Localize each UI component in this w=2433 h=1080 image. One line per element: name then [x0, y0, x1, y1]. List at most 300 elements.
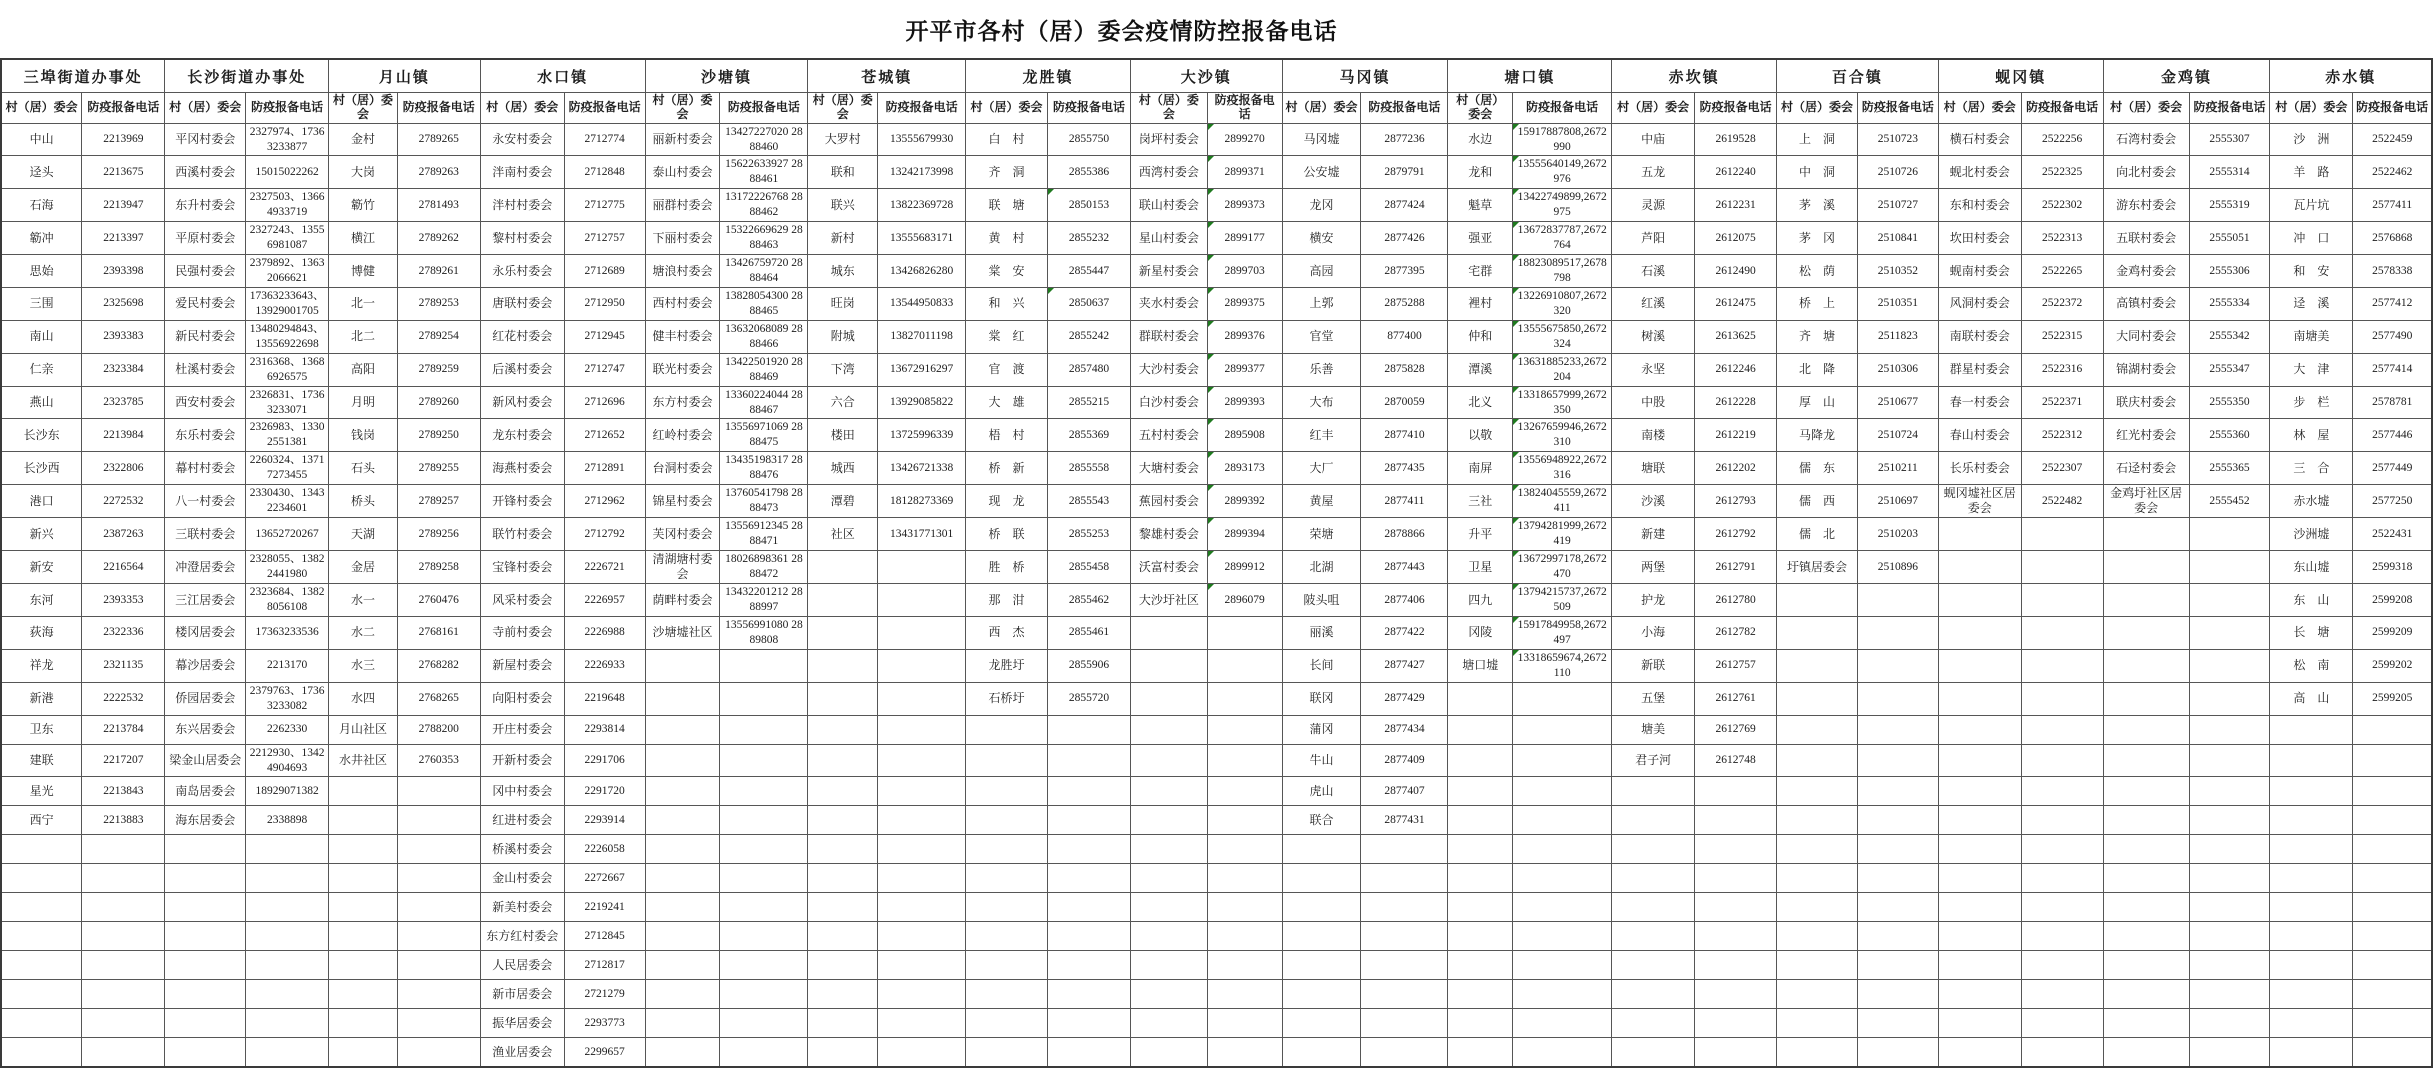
phone-cell	[1695, 1009, 1777, 1038]
village-cell	[1938, 715, 2021, 744]
phone-cell: 2522371	[2021, 386, 2103, 419]
phone-cell	[2353, 744, 2432, 777]
village-cell	[966, 922, 1048, 951]
phone-cell: 2379892、13632066621	[246, 255, 329, 288]
phone-cell	[1207, 922, 1282, 951]
village-cell	[1448, 922, 1513, 951]
village-cell: 横江	[329, 222, 398, 255]
phone-cell	[2353, 835, 2432, 864]
phone-cell	[720, 682, 808, 715]
village-cell: 下湾	[808, 353, 878, 386]
phone-cell	[878, 1009, 966, 1038]
village-cell: 茅 冈	[1777, 222, 1858, 255]
village-cell	[1282, 835, 1361, 864]
phone-cell	[1207, 1038, 1282, 1068]
village-cell	[645, 1038, 720, 1068]
village-col-header: 村（居）委会	[808, 93, 878, 124]
phone-cell	[878, 777, 966, 806]
village-cell: 西村村委会	[645, 287, 720, 320]
village-cell	[1, 1009, 82, 1038]
village-cell: 官堂	[1282, 320, 1361, 353]
village-cell	[2103, 1038, 2189, 1068]
phone-cell: 2789262	[397, 222, 480, 255]
table-row	[1, 835, 2432, 864]
village-cell	[645, 682, 720, 715]
village-cell	[1130, 893, 1207, 922]
village-cell: 新联	[1612, 649, 1695, 682]
village-cell: 泰山村委会	[645, 156, 720, 189]
phone-cell	[82, 1038, 165, 1068]
phone-cell: 2213170	[246, 649, 329, 682]
village-cell	[2103, 806, 2189, 835]
village-cell	[1, 922, 82, 951]
village-cell: 红进村委会	[480, 806, 564, 835]
phone-cell: 2522315	[2021, 320, 2103, 353]
phone-cell	[2021, 551, 2103, 584]
phone-cell: 2877395	[1361, 255, 1448, 288]
phone-cell: 2612075	[1695, 222, 1777, 255]
phone-cell: 2510677	[1857, 386, 1938, 419]
phone-cell	[2353, 777, 2432, 806]
phone-cell	[1513, 1009, 1612, 1038]
village-cell: 东升村委会	[165, 189, 246, 222]
phone-cell: 18128273369	[878, 485, 966, 518]
village-cell: 白 村	[966, 123, 1048, 156]
phone-cell: 2760353	[397, 744, 480, 777]
village-cell	[1612, 777, 1695, 806]
phone-cell: 2712945	[564, 320, 645, 353]
village-col-header: 村（居）委会	[1777, 93, 1858, 124]
phone-cell	[1513, 744, 1612, 777]
phone-cell	[2189, 806, 2270, 835]
village-cell: 冈中村委会	[480, 777, 564, 806]
village-cell	[1282, 922, 1361, 951]
phone-col-header: 防疫报备电话	[246, 93, 329, 124]
village-cell: 上 洞	[1777, 123, 1858, 156]
village-cell: 中山	[1, 123, 82, 156]
village-cell	[966, 715, 1048, 744]
village-cell	[808, 649, 878, 682]
phone-cell: 2855232	[1048, 222, 1131, 255]
phone-cell: 2899392	[1207, 485, 1282, 518]
phone-cell: 2893173	[1207, 452, 1282, 485]
phone-cell: 2855750	[1048, 123, 1131, 156]
phone-cell	[2021, 922, 2103, 951]
village-cell: 大岗	[329, 156, 398, 189]
village-cell	[2270, 715, 2353, 744]
phone-cell: 2577446	[2353, 419, 2432, 452]
phone-cell	[2021, 835, 2103, 864]
phone-cell: 2213397	[82, 222, 165, 255]
village-cell: 大 雄	[966, 386, 1048, 419]
phone-cell	[1048, 1009, 1131, 1038]
phone-cell: 2855543	[1048, 485, 1131, 518]
phone-cell: 2511823	[1857, 320, 1938, 353]
phone-col-header: 防疫报备电话	[1695, 93, 1777, 124]
phone-cell	[1695, 980, 1777, 1009]
village-cell: 开庄村委会	[480, 715, 564, 744]
phone-cell: 2857480	[1048, 353, 1131, 386]
village-cell	[1612, 806, 1695, 835]
village-cell: 上郭	[1282, 287, 1361, 320]
phone-cell: 2712891	[564, 452, 645, 485]
phone-cell	[397, 893, 480, 922]
phone-cell	[720, 1009, 808, 1038]
phone-col-header: 防疫报备电话	[564, 93, 645, 124]
village-cell: 丽新村委会	[645, 123, 720, 156]
village-cell	[808, 835, 878, 864]
village-cell	[1130, 980, 1207, 1009]
phone-cell: 2895908	[1207, 419, 1282, 452]
phone-cell	[720, 835, 808, 864]
village-cell: 沃富村委会	[1130, 551, 1207, 584]
phone-cell: 2522431	[2353, 518, 2432, 551]
village-cell	[329, 1009, 398, 1038]
village-cell	[2103, 893, 2189, 922]
village-cell: 振华居委会	[480, 1009, 564, 1038]
village-cell: 虎山	[1282, 777, 1361, 806]
village-cell	[1282, 980, 1361, 1009]
village-cell: 锦星村委会	[645, 485, 720, 518]
phone-cell	[1207, 777, 1282, 806]
phone-cell: 15622633927 2888461	[720, 156, 808, 189]
village-cell: 金鸡圩社区居委会	[2103, 485, 2189, 518]
phone-cell	[1857, 682, 1938, 715]
phone-col-header: 防疫报备电话	[2353, 93, 2432, 124]
title-band	[0, 0, 2433, 58]
phone-cell: 13318659674,2672110	[1513, 649, 1612, 682]
village-cell	[645, 922, 720, 951]
village-cell: 沙溪	[1612, 485, 1695, 518]
phone-cell: 2327503、13664933719	[246, 189, 329, 222]
village-cell	[1777, 1038, 1858, 1068]
village-cell	[808, 744, 878, 777]
village-cell: 东方红村委会	[480, 922, 564, 951]
village-cell	[1612, 951, 1695, 980]
village-cell: 潭溪	[1448, 353, 1513, 386]
phone-cell: 2781493	[397, 189, 480, 222]
phone-cell: 2555314	[2189, 156, 2270, 189]
phone-cell	[1857, 980, 1938, 1009]
village-cell: 游东村委会	[2103, 189, 2189, 222]
phone-cell: 2612791	[1695, 551, 1777, 584]
phone-cell	[2353, 893, 2432, 922]
village-cell: 宅群	[1448, 255, 1513, 288]
village-cell: 天湖	[329, 518, 398, 551]
village-cell: 马冈墟	[1282, 123, 1361, 156]
village-cell	[1777, 893, 1858, 922]
village-cell	[808, 980, 878, 1009]
village-cell	[1130, 715, 1207, 744]
village-cell	[1130, 1009, 1207, 1038]
phone-cell: 2613625	[1695, 320, 1777, 353]
village-cell: 五联村委会	[2103, 222, 2189, 255]
village-cell	[2270, 922, 2353, 951]
village-cell: 月山社区	[329, 715, 398, 744]
phone-cell: 2899376	[1207, 320, 1282, 353]
village-cell: 海燕村委会	[480, 452, 564, 485]
phone-cell: 2510726	[1857, 156, 1938, 189]
phone-cell	[720, 893, 808, 922]
village-cell	[165, 1009, 246, 1038]
phone-cell	[1361, 864, 1448, 893]
phone-cell	[1361, 951, 1448, 980]
phone-cell: 2555319	[2189, 189, 2270, 222]
phone-cell: 2855458	[1048, 551, 1131, 584]
phone-cell: 2599209	[2353, 616, 2432, 649]
village-cell: 官 渡	[966, 353, 1048, 386]
phone-cell	[878, 893, 966, 922]
phone-cell: 13432201212 2888997	[720, 584, 808, 617]
phone-cell: 13172226768 2888462	[720, 189, 808, 222]
village-cell	[808, 1009, 878, 1038]
village-cell: 石迳村委会	[2103, 452, 2189, 485]
phone-cell: 2323684、13828056108	[246, 584, 329, 617]
village-cell	[1282, 1038, 1361, 1068]
phone-cell	[1207, 980, 1282, 1009]
phone-cell	[1513, 806, 1612, 835]
village-cell: 新港	[1, 682, 82, 715]
phone-cell: 2612240	[1695, 156, 1777, 189]
phone-cell	[1361, 922, 1448, 951]
village-cell	[1130, 682, 1207, 715]
phone-cell: 2899393	[1207, 386, 1282, 419]
phone-cell: 2612475	[1695, 287, 1777, 320]
village-cell	[1612, 922, 1695, 951]
village-cell	[1612, 835, 1695, 864]
village-cell	[2270, 893, 2353, 922]
phone-cell: 13242173998	[878, 156, 966, 189]
village-cell	[1938, 744, 2021, 777]
phone-cell: 2712792	[564, 518, 645, 551]
phone-cell	[1513, 715, 1612, 744]
phone-cell	[2021, 649, 2103, 682]
village-cell	[645, 980, 720, 1009]
village-cell: 蚬冈墟社区居委会	[1938, 485, 2021, 518]
phone-cell: 2712757	[564, 222, 645, 255]
phone-cell: 13544950833	[878, 287, 966, 320]
village-cell	[1130, 616, 1207, 649]
village-cell: 塘口墟	[1448, 649, 1513, 682]
village-cell	[329, 1038, 398, 1068]
village-cell: 金居	[329, 551, 398, 584]
table-row	[1, 980, 2432, 1009]
table-row	[1, 777, 2432, 806]
village-cell	[1938, 1009, 2021, 1038]
table-row	[1, 123, 2432, 156]
village-cell: 港口	[1, 485, 82, 518]
village-cell: 卫星	[1448, 551, 1513, 584]
phone-cell	[397, 922, 480, 951]
phone-cell	[1857, 649, 1938, 682]
village-cell: 魁草	[1448, 189, 1513, 222]
phone-cell: 2393398	[82, 255, 165, 288]
village-cell	[1777, 616, 1858, 649]
village-cell: 赤水墟	[2270, 485, 2353, 518]
village-cell: 和 安	[2270, 255, 2353, 288]
village-cell: 永安村委会	[480, 123, 564, 156]
phone-cell	[2021, 715, 2103, 744]
phone-col-header: 防疫报备电话	[1361, 93, 1448, 124]
village-col-header: 村（居）委会	[966, 93, 1048, 124]
phone-cell: 2510306	[1857, 353, 1938, 386]
phone-cell: 13631885233,2672204	[1513, 353, 1612, 386]
village-cell: 三社	[1448, 485, 1513, 518]
village-cell: 中庙	[1612, 123, 1695, 156]
village-cell	[329, 893, 398, 922]
village-cell: 侨园居委会	[165, 682, 246, 715]
phone-cell: 2213784	[82, 715, 165, 744]
phone-cell	[397, 1038, 480, 1068]
phone-cell	[1695, 835, 1777, 864]
table-row	[1, 715, 2432, 744]
phone-cell: 2522313	[2021, 222, 2103, 255]
village-cell: 向阳村委会	[480, 682, 564, 715]
phone-cell: 2522256	[2021, 123, 2103, 156]
phone-cell: 2712747	[564, 353, 645, 386]
village-cell	[1448, 715, 1513, 744]
village-cell: 西安村委会	[165, 386, 246, 419]
phone-cell	[2021, 518, 2103, 551]
village-cell: 西 杰	[966, 616, 1048, 649]
phone-cell: 2213883	[82, 806, 165, 835]
village-cell	[1, 951, 82, 980]
phone-cell	[2189, 922, 2270, 951]
village-cell: 三围	[1, 287, 82, 320]
village-cell: 新风村委会	[480, 386, 564, 419]
village-cell	[1777, 584, 1858, 617]
phone-cell	[878, 616, 966, 649]
phone-cell: 13426759720 2888464	[720, 255, 808, 288]
village-cell	[2103, 980, 2189, 1009]
phone-cell: 2293814	[564, 715, 645, 744]
village-cell: 以敬	[1448, 419, 1513, 452]
phone-cell: 13827011198	[878, 320, 966, 353]
village-cell: 新美村委会	[480, 893, 564, 922]
phone-cell: 2578781	[2353, 386, 2432, 419]
village-cell	[1938, 551, 2021, 584]
phone-cell	[2353, 864, 2432, 893]
village-cell: 金山村委会	[480, 864, 564, 893]
village-cell	[1448, 806, 1513, 835]
phone-cell	[1207, 616, 1282, 649]
phone-cell: 2789256	[397, 518, 480, 551]
village-cell: 北一	[329, 287, 398, 320]
phone-cell	[2189, 584, 2270, 617]
phone-cell	[2021, 980, 2103, 1009]
phone-cell	[2189, 1009, 2270, 1038]
phone-cell: 2855369	[1048, 419, 1131, 452]
phone-cell: 2789261	[397, 255, 480, 288]
village-cell	[1777, 806, 1858, 835]
phone-cell	[2189, 951, 2270, 980]
phone-cell: 2789259	[397, 353, 480, 386]
phone-cell: 2850637	[1048, 287, 1131, 320]
table-row	[1, 386, 2432, 419]
village-cell	[2103, 551, 2189, 584]
phone-cell	[720, 951, 808, 980]
phone-cell: 2899377	[1207, 353, 1282, 386]
phone-cell: 13226910807,2672320	[1513, 287, 1612, 320]
phone-cell: 2712817	[564, 951, 645, 980]
village-cell: 黄屋	[1282, 485, 1361, 518]
village-cell	[1, 835, 82, 864]
phone-cell: 2877407	[1361, 777, 1448, 806]
village-cell: 蚬南村委会	[1938, 255, 2021, 288]
village-cell: 塘美	[1612, 715, 1695, 744]
phone-cell	[246, 893, 329, 922]
village-cell: 儒 西	[1777, 485, 1858, 518]
phone-cell: 17363233643、13929001705	[246, 287, 329, 320]
town-header: 沙塘镇	[645, 59, 808, 93]
phone-cell	[246, 980, 329, 1009]
village-cell	[1938, 682, 2021, 715]
phone-cell: 2522312	[2021, 419, 2103, 452]
phone-cell	[1361, 893, 1448, 922]
phone-cell	[1695, 1038, 1777, 1068]
village-cell	[1448, 864, 1513, 893]
village-cell: 月明	[329, 386, 398, 419]
village-cell: 高阳	[329, 353, 398, 386]
village-cell: 裡村	[1448, 287, 1513, 320]
phone-cell	[397, 777, 480, 806]
village-cell: 羊 路	[2270, 156, 2353, 189]
village-cell: 芙冈村委会	[645, 518, 720, 551]
village-cell	[1448, 1038, 1513, 1068]
village-cell: 东 山	[2270, 584, 2353, 617]
phone-cell	[1048, 864, 1131, 893]
phone-cell	[1048, 951, 1131, 980]
phone-cell	[82, 951, 165, 980]
village-cell: 潭碧	[808, 485, 878, 518]
village-cell: 南屏	[1448, 452, 1513, 485]
village-cell: 沙洲墟	[2270, 518, 2353, 551]
village-cell	[1448, 777, 1513, 806]
village-cell: 石湾村委会	[2103, 123, 2189, 156]
phone-cell: 2293914	[564, 806, 645, 835]
table-row	[1, 806, 2432, 835]
village-cell: 迳头	[1, 156, 82, 189]
phone-cell: 2619528	[1695, 123, 1777, 156]
phone-cell	[878, 744, 966, 777]
phone-cell: 2712775	[564, 189, 645, 222]
phone-cell	[1361, 1009, 1448, 1038]
village-cell: 后溪村委会	[480, 353, 564, 386]
town-header: 蚬冈镇	[1938, 59, 2103, 93]
village-cell	[329, 835, 398, 864]
phone-cell: 18026898361 2888472	[720, 551, 808, 584]
village-cell: 楼冈居委会	[165, 616, 246, 649]
phone-cell: 13555675850,2672324	[1513, 320, 1612, 353]
phone-cell: 13360224044 2888467	[720, 386, 808, 419]
phone-cell	[1695, 806, 1777, 835]
town-header: 塘口镇	[1448, 59, 1612, 93]
village-cell: 东河	[1, 584, 82, 617]
village-cell: 长沙西	[1, 452, 82, 485]
village-cell	[1777, 835, 1858, 864]
village-cell	[329, 777, 398, 806]
village-cell: 大塘村委会	[1130, 452, 1207, 485]
village-cell: 横安	[1282, 222, 1361, 255]
village-cell	[645, 835, 720, 864]
village-cell: 石桥圩	[966, 682, 1048, 715]
phone-cell: 2555365	[2189, 452, 2270, 485]
phone-cell: 2212930、13424904693	[246, 744, 329, 777]
village-cell	[329, 864, 398, 893]
village-cell	[1938, 835, 2021, 864]
phone-cell: 2555452	[2189, 485, 2270, 518]
phone-cell: 2299657	[564, 1038, 645, 1068]
